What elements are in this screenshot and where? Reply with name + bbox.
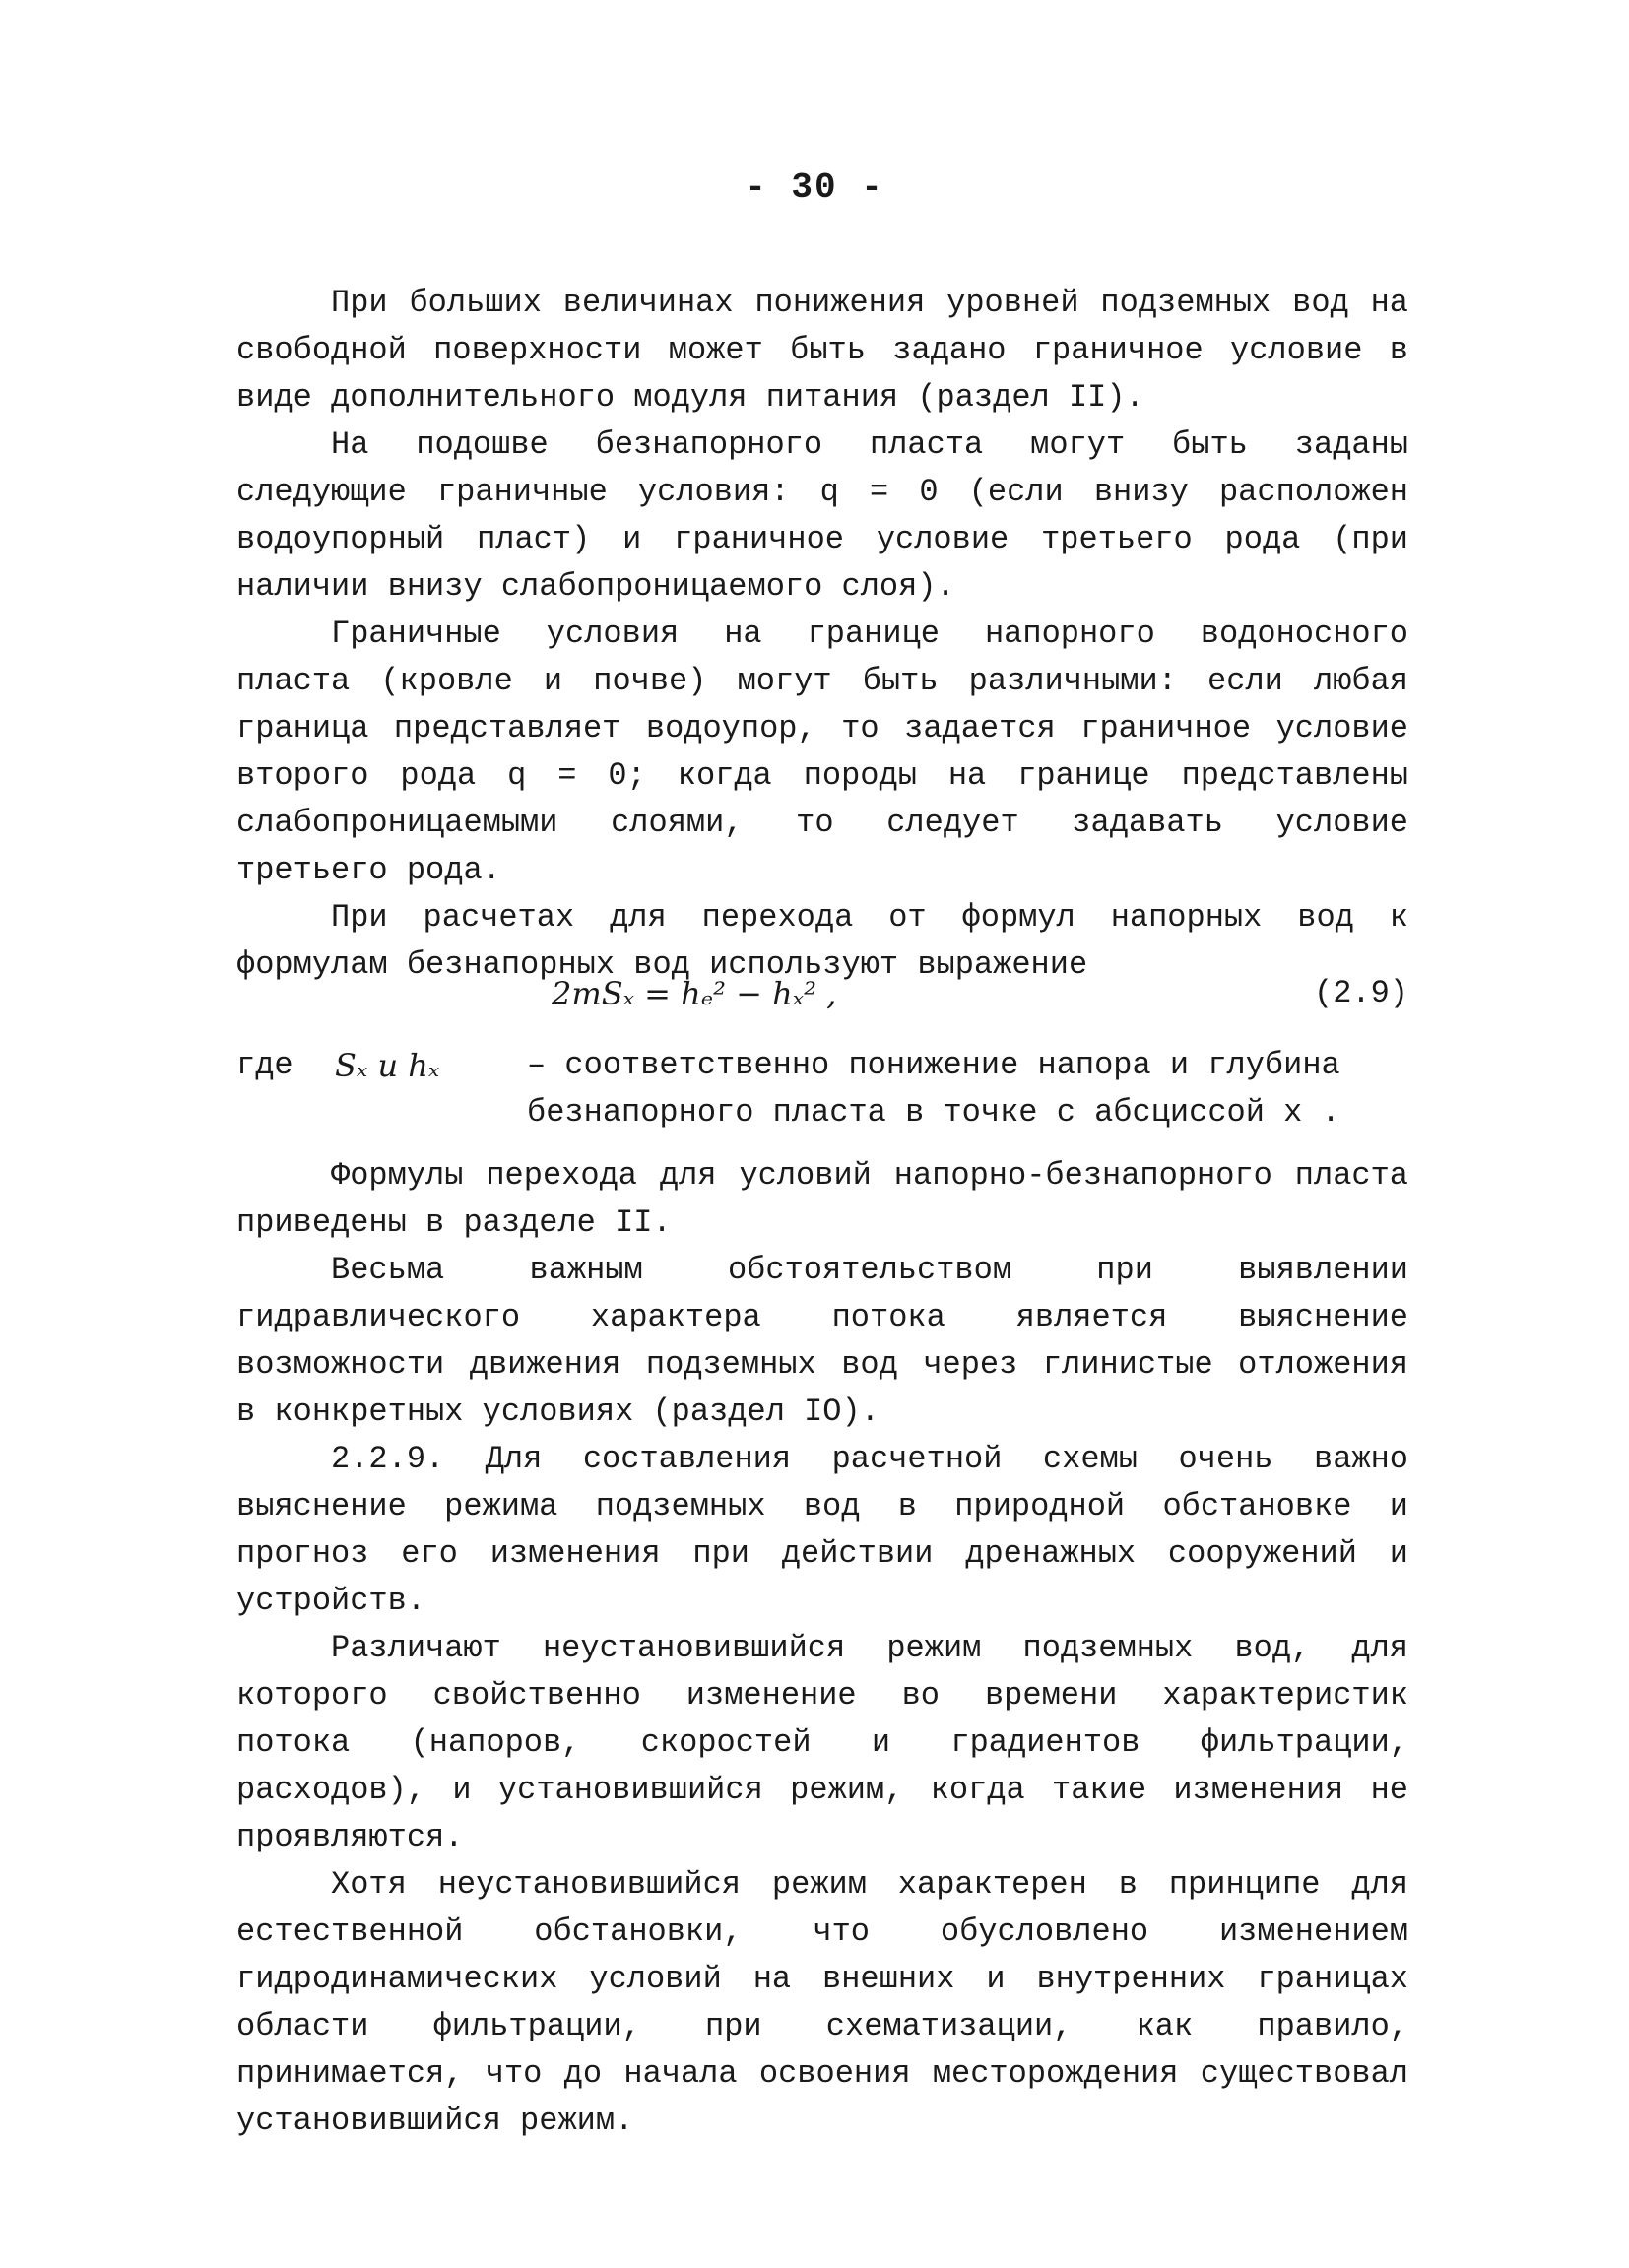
body-text-top [236,280,1408,989]
paragraph: 2.2.9. Для составления расчетной схемы очень важно выяснение режима подземных вод в природной обстановке и прогноз его изменения при действии дренажных сооружений и устройств. [236,1441,1408,1619]
paragraph: Граничные условия на границе напорного водоносного пласта (кровле и почве) могут быть различными: если любая граница представляет водоупор, то задается граничное условие второго рода q = 0; когда породы на границе представлены слабопроницаемыми слоями, то следует задавать условие третьего рода. [236,616,1408,888]
page-number: - 30 - [745,167,884,208]
paragraph: При расчетах для перехода от формул напорных вод к формулам безнапорных вод используют выражение [236,899,1408,983]
paragraph: На подошве безнапорного пласта могут быть заданы следующие граничные условия: q = 0 (если внизу расположен водоупорный пласт) и граничное условие третьего рода (при наличии внизу слабопроницаемого слоя). [236,426,1408,605]
where-label: где [236,1047,293,1083]
formula-line [236,975,1408,1034]
where-symbols: Sₓ и hₓ [335,1047,440,1084]
paragraph: При больших величинах понижения уровней подземных вод на свободной поверхности может быть задано граничное условие в виде дополнительного модуля питания (раздел II). [236,285,1408,416]
paragraph: Весьма важным обстоятельством при выявлении гидравлического характера потока является выяснение возможности движения подземных вод через глинистые отложения в конкретных условиях (раздел IO). [236,1252,1408,1430]
paragraph: Хотя неустановившийся режим характерен в принципе для естественной обстановки, что обусловлено изменением гидродинамических условий на внешних и внутренних границах области фильтрации, при схематизации, как правило, принимается, что до начала освоения месторождения существовал установившийся режим. [236,1866,1408,2139]
where-text: – соответственно понижение напора и глубина безнапорного пласта в точке с абсциссой x . [527,1047,1340,1131]
formula-expression: 2mSₓ = hₑ² − hₓ² , [552,975,837,1012]
formula-number: (2.9) [1313,975,1408,1011]
body-text-bottom [236,1152,1408,2145]
paragraph: Различают неустановившийся режим подземных вод, для которого свойственно изменение во времени характеристик потока (напоров, скоростей и градиентов фильтрации, расходов), и установившийся режим, когда такие изменения не проявляются. [236,1630,1408,1855]
paragraph: Формулы перехода для условий напорно-безнапорного пласта приведены в разделе II. [236,1157,1408,1241]
where-definition [236,1042,1408,1140]
